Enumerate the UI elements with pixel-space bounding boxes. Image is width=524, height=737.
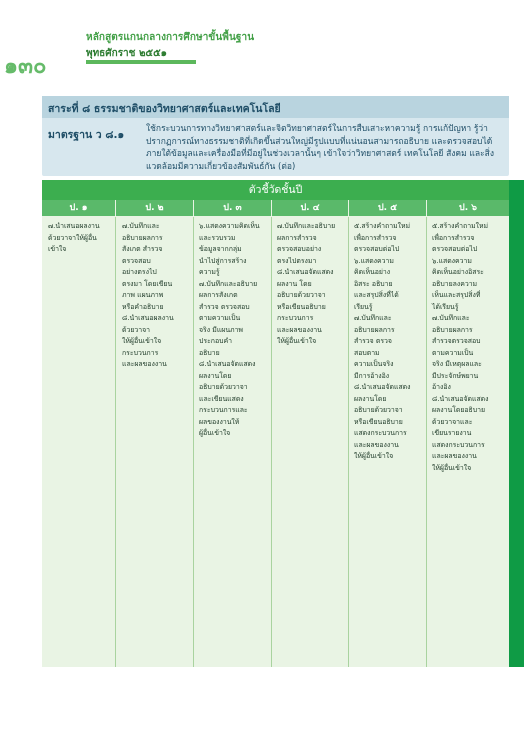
indicator-line: และผลของงาน: [354, 440, 399, 449]
indicator-line: กระบวนการ: [277, 314, 314, 322]
indicator-line: สอบตาม: [354, 348, 380, 357]
indicators-panel: [42, 180, 509, 667]
indicator-line: และผลของงาน: [432, 452, 477, 460]
indicator-line: ๘.นำเสนอจัดแสดง: [432, 394, 489, 403]
indicator-line: มีประจักษ์พยาน: [432, 371, 479, 380]
indicator-line: อธิบาย: [199, 348, 220, 357]
indicator-line: ตรวจสอบต่อไป: [354, 245, 400, 253]
indicator-line: สำรวจ ตรวจสอบ: [199, 302, 250, 311]
indicator-column-p5: [348, 217, 426, 667]
indicator-line: หรือเขียนอธิบาย: [277, 302, 326, 311]
indicator-line: สำรวจตรวจสอบ: [432, 337, 481, 345]
indicator-line: เข้าใจ: [48, 245, 67, 253]
indicator-line: ตรงไปตรงมา: [277, 256, 317, 265]
grade-header: ป. ๖: [426, 200, 509, 216]
indicator-line: ผลงานโดย: [199, 371, 232, 380]
indicator-line: หรือเขียนอธิบาย: [354, 417, 403, 426]
grade-header: ป. ๑: [42, 200, 115, 216]
indicator-line: ผลงานโดยอธิบาย: [432, 406, 486, 414]
indicator-line: ผู้อื่นเข้าใจ: [199, 429, 231, 437]
indicator-line: ตรวจสอบต่อไป: [432, 245, 478, 253]
indicator-line: มีการอ้างอิง: [354, 371, 390, 380]
indicator-line: ๗.บันทึกและ: [122, 222, 160, 230]
indicator-line: เรียนรู้: [354, 302, 373, 311]
indicator-line: และรวบรวม: [199, 233, 236, 242]
indicator-line: หรือคำอธิบาย: [122, 302, 164, 311]
indicator-line: ผลของงานให้: [199, 417, 240, 426]
indicator-line: ให้ผู้อื่นเข้าใจ: [432, 463, 472, 472]
indicator-line: ตรวจสอบอย่าง: [277, 245, 322, 253]
indicator-line: ข้อมูลจากกลุ่ม: [199, 245, 242, 253]
indicator-line: อธิบายด้วยวาจา: [354, 406, 403, 414]
grade-header-row: [42, 200, 509, 216]
indicator-line: ผลการสำรวจ: [277, 233, 317, 242]
indicator-line: ด้วยวาจาและ: [432, 417, 473, 426]
indicator-column-p4: [271, 217, 348, 667]
indicator-line: ๘.นำเสนอผลงาน: [122, 314, 174, 322]
curriculum-title: หลักสูตรแกนกลางการศึกษาขั้นพื้นฐาน: [86, 32, 255, 43]
indicator-line: ๖.แสดงความ: [432, 256, 472, 265]
grade-header: ป. ๕: [348, 200, 426, 216]
indicator-line: ประกอบคำ: [199, 337, 232, 345]
indicator-line: ตรวจสอบ: [122, 256, 151, 265]
indicator-line: จริง มีเหตุผลและ: [432, 360, 482, 368]
indicator-line: แสดงกระบวนการ: [432, 440, 485, 449]
indicator-line: และเขียนแสดง: [199, 394, 244, 403]
indicator-column-p3: [193, 217, 271, 667]
grade-header: ป. ๒: [115, 200, 193, 216]
indicator-line: ๖.แสดงความคิดเห็น: [199, 222, 260, 230]
grade-header: ป. ๓: [193, 200, 271, 216]
indicator-line: ๗.นำเสนอผลงาน: [48, 222, 100, 230]
indicator-list: [199, 221, 260, 440]
standard-code: มาตรฐาน ว ๘.๑: [48, 129, 125, 141]
indicator-line: จริง มีแผนภาพ: [199, 325, 243, 334]
indicator-line: ๘.นำเสนอจัดแสดง: [354, 383, 411, 391]
indicators-title: ตัวชี้วัดชั้นปี: [42, 180, 509, 200]
indicator-line: สังเกต สำรวจ: [122, 245, 163, 253]
indicator-line: เพื่อการสำรวจ: [432, 233, 475, 242]
indicator-line: ๘.นำเสนอจัดแสดง: [199, 360, 256, 368]
indicator-line: ให้ผู้อื่นเข้าใจ: [354, 452, 394, 460]
indicator-line: ด้วยวาจา: [122, 325, 151, 334]
standard-box: [42, 96, 509, 176]
indicator-line: เขียนรายงาน: [432, 429, 472, 437]
indicator-line: ตรงมา โดยเขียน: [122, 279, 173, 288]
indicator-line: ภาพ แผนภาพ: [122, 291, 164, 299]
indicator-line: แสดงกระบวนการ: [354, 429, 407, 437]
indicator-line: คิดเห็นอย่าง: [354, 268, 391, 276]
strand-title: สาระที่ ๘ ธรรมชาติของวิทยาศาสตร์และเทคโนโลยี: [48, 103, 281, 115]
grade-header: ป. ๔: [271, 200, 348, 216]
indicator-line: เพื่อการสำรวจ: [354, 233, 397, 242]
indicator-line: ๖.แสดงความ: [354, 256, 394, 265]
indicator-list: [432, 221, 489, 474]
indicator-line: ๗.บันทึกและอธิบาย: [199, 279, 258, 288]
indicator-list: [277, 221, 335, 348]
indicator-line: กระบวนการและ: [199, 406, 248, 414]
indicator-line: และผลของงาน: [122, 360, 167, 368]
indicator-line: อธิบายผลการ: [432, 325, 473, 334]
indicator-line: ได้เรียนรู้: [432, 302, 459, 311]
indicator-list: [122, 221, 174, 371]
indicator-line: อธิบายด้วยวาจา: [277, 291, 326, 299]
indicator-line: ผลงานโดย: [354, 394, 387, 403]
indicator-line: ความเป็นจริง: [354, 360, 394, 368]
page-header: [0, 0, 524, 80]
indicator-line: อธิบายด้วยวาจา: [199, 383, 248, 391]
standard-text: ใช้กระบวนการทางวิทยาศาสตร์และจิตวิทยาศาสตร์ในการสืบเสาะหาความรู้ การแก้ปัญหา รู้ว่าปรากฏการณ์ทางธรรมชาติที่เกิดขึ้นส่วนใหญ่มีรูปแบบที่แน่นอนสามารถอธิบาย และตรวจสอบได้ภายใต้ข้อมูลและเครื่องมือที่มีอยู่ในช่วงเวลานั้นๆ เข้าใจว่าวิทยาศาสตร์ เทคโนโลยี สังคม และสิ่งแวดล้อมมีความเกี่ยวข้องสัมพันธ์กัน (ต่อ): [146, 124, 495, 172]
indicator-line: อ้างอิง: [432, 383, 451, 391]
indicator-line: ๕.สร้างคำถามใหม่: [354, 222, 411, 230]
indicator-list: [48, 221, 100, 256]
indicator-list: [354, 221, 411, 463]
indicator-line: ๗.บันทึกและ: [432, 314, 470, 322]
indicator-line: และสรุปสิ่งที่ได้: [354, 291, 399, 299]
indicator-line: อธิบายผลการ: [354, 325, 395, 334]
indicator-line: ๗.บันทึกและอธิบาย: [277, 222, 336, 230]
indicator-column-p2: [115, 217, 193, 667]
standard-title-bar: [42, 96, 509, 118]
indicator-line: กระบวนการ: [122, 348, 159, 357]
header-rule: [86, 60, 196, 64]
indicator-line: นำไปสู่การสร้าง: [199, 256, 247, 265]
indicator-line: อธิบายลงความ: [432, 279, 478, 288]
indicator-line: ความรู้: [199, 268, 220, 276]
indicator-line: สำรวจ ตรวจ: [354, 337, 392, 345]
indicator-column-p1: [42, 217, 115, 667]
indicator-line: อธิบายผลการ: [122, 233, 163, 242]
indicator-line: อย่างตรงไป: [122, 268, 157, 276]
indicator-line: ๘.นำเสนอจัดแสดง: [277, 268, 334, 276]
indicator-column-p6: [426, 217, 509, 667]
indicator-line: ให้ผู้อื่นเข้าใจ: [277, 337, 317, 345]
indicator-line: ตามความเป็น: [432, 348, 474, 357]
indicator-line: ให้ผู้อื่นเข้าใจ: [122, 337, 162, 345]
indicator-line: ตามความเป็น: [199, 314, 241, 322]
indicator-line: ๗.บันทึกและ: [354, 314, 392, 322]
indicator-line: และผลของงาน: [277, 325, 322, 334]
page-number: ๑๓๐: [4, 54, 47, 79]
indicator-line: คิดเห็นอย่างอิสระ: [432, 268, 484, 276]
indicator-line: ผลการสังเกต: [199, 291, 238, 299]
indicator-line: ด้วยวาจาให้ผู้อื่น: [48, 233, 97, 242]
indicator-line: ผลงาน โดย: [277, 279, 312, 288]
decorative-side-strip: [509, 180, 524, 667]
indicator-line: เห็นและสรุปสิ่งที่: [432, 291, 481, 299]
indicator-line: ๕.สร้างคำถามใหม่: [432, 222, 489, 230]
curriculum-year: พุทธศักราช ๒๕๕๑: [86, 48, 168, 59]
indicator-line: อิสระ อธิบาย: [354, 279, 393, 288]
